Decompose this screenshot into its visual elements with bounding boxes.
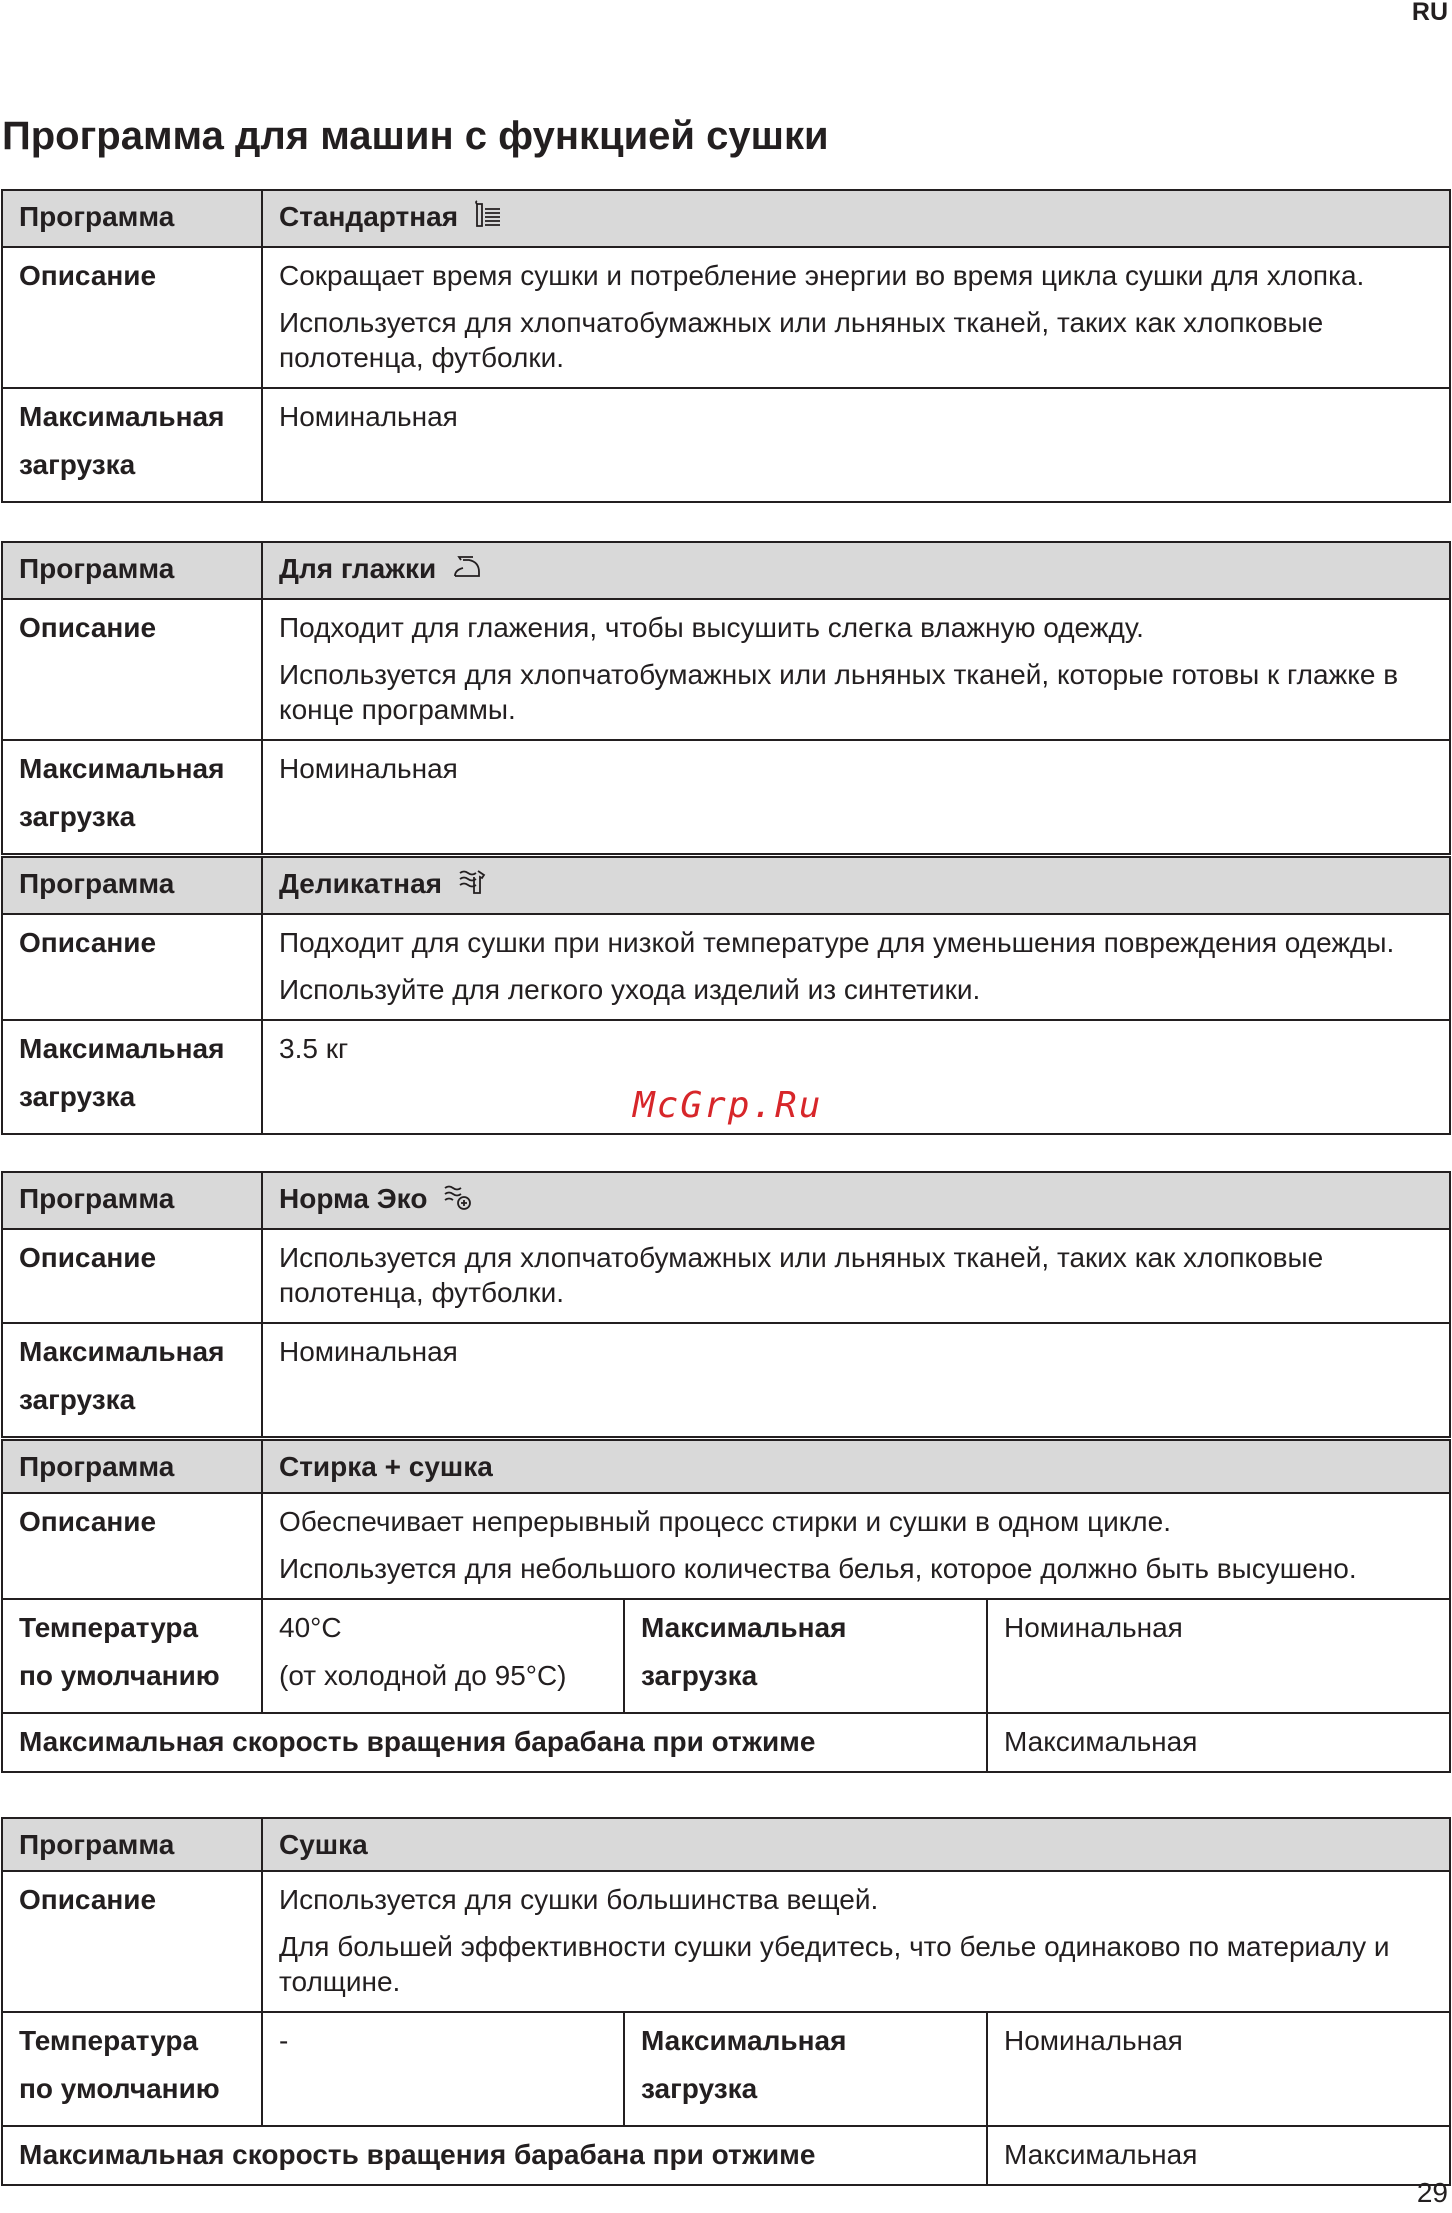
watermark: McGrp.Ru: [633, 1085, 823, 1126]
description-text: Подходит для сушки при низкой температуре для уменьшения повреждения одежды.: [279, 927, 1395, 958]
program-name: Норма Эко: [279, 1183, 428, 1214]
description-cell: [262, 1871, 1450, 2012]
max-spin-label: Максимальная скорость вращения барабана при отжиме: [2, 2126, 987, 2185]
description-label: Описание: [2, 247, 262, 388]
max-load-value: 3.5 кг: [262, 1020, 1450, 1134]
program-name: Сушка: [262, 1818, 1450, 1871]
page-number: 29: [1416, 2177, 1448, 2208]
eco-dry-icon: [443, 1182, 473, 1220]
description-text: Подходит для глажения, чтобы высушить слегка влажную одежду.: [279, 612, 1144, 643]
description-cell: [262, 914, 1450, 1020]
description-text: Для большей эффективности сушки убедитесь, что белье одинаково по материалу и толщине.: [279, 1931, 1390, 1997]
description-cell: [262, 599, 1450, 740]
description-label: Описание: [2, 599, 262, 740]
program-label: Программа: [2, 857, 262, 914]
delicate-dry-icon: [458, 867, 488, 905]
program-label: Программа: [2, 1172, 262, 1229]
max-load-value: Номинальная: [262, 388, 1450, 502]
max-load-value: Номинальная: [987, 2012, 1450, 2126]
max-load-label: Максимальная загрузка: [2, 1323, 262, 1437]
max-load-value: Номинальная: [987, 1599, 1450, 1713]
program-name-cell: [262, 542, 1450, 599]
cupboard-dry-icon: [474, 200, 504, 238]
description-label: Описание: [2, 1229, 262, 1323]
program-name-cell: [262, 857, 1450, 914]
description-cell: [262, 1229, 1450, 1323]
description-text: Сокращает время сушки и потребление энергии во время цикла сушки для хлопка.: [279, 260, 1365, 291]
program-name-cell: [262, 190, 1450, 247]
program-name: Стандартная: [279, 201, 459, 232]
max-load-label: Максимальная загрузка: [2, 388, 262, 502]
program-table-wash-dry: [1, 1439, 1451, 1773]
max-spin-label: Максимальная скорость вращения барабана при отжиме: [2, 1713, 987, 1772]
max-load-value: Номинальная: [262, 740, 1450, 854]
language-code: RU: [1411, 0, 1448, 26]
description-text: Используется для хлопчатобумажных или льняных тканей, которые готовы к глажке в конце программы.: [279, 659, 1399, 725]
description-text: Используется для хлопчатобумажных или льняных тканей, таких как хлопковые полотенца, футболки.: [279, 1242, 1324, 1308]
default-temp-label: Температура по умолчанию: [2, 1599, 262, 1713]
max-load-label: Максимальная загрузка: [624, 1599, 987, 1713]
program-name-cell: [262, 1172, 1450, 1229]
description-cell: [262, 247, 1450, 388]
max-load-label: Максимальная загрузка: [624, 2012, 987, 2126]
program-name: Стирка + сушка: [262, 1440, 1450, 1493]
description-text: Используйте для легкого ухода изделий из синтетики.: [279, 974, 981, 1005]
max-load-label: Максимальная загрузка: [2, 1020, 262, 1134]
description-label: Описание: [2, 914, 262, 1020]
description-label: Описание: [2, 1871, 262, 2012]
default-temp-value: 40°C (от холодной до 95°C): [262, 1599, 624, 1713]
program-table-ironing: [1, 541, 1451, 855]
program-label: Программа: [2, 542, 262, 599]
page-title: Программа для машин с функцией сушки: [2, 114, 829, 158]
default-temp-value: -: [262, 2012, 624, 2126]
program-name: Деликатная: [279, 868, 442, 899]
description-cell: [262, 1493, 1450, 1599]
description-text: Обеспечивает непрерывный процесс стирки и сушки в одном цикле.: [279, 1506, 1171, 1537]
description-text: Используется для небольшого количества белья, которое должно быть высушено.: [279, 1553, 1357, 1584]
max-spin-value: Максимальная: [987, 1713, 1450, 1772]
program-name: Для глажки: [279, 553, 437, 584]
program-table-dry: [1, 1817, 1451, 2186]
program-table-standard: [1, 189, 1451, 503]
program-table-eco: [1, 1171, 1451, 1438]
iron-icon: [452, 552, 482, 590]
description-text: Используется для сушки большинства вещей.: [279, 1884, 879, 1915]
max-load-label: Максимальная загрузка: [2, 740, 262, 854]
program-label: Программа: [2, 190, 262, 247]
description-label: Описание: [2, 1493, 262, 1599]
program-label: Программа: [2, 1818, 262, 1871]
default-temp-label: Температура по умолчанию: [2, 2012, 262, 2126]
description-text: Используется для хлопчатобумажных или льняных тканей, таких как хлопковые полотенца, футболки.: [279, 307, 1324, 373]
max-load-value: Номинальная: [262, 1323, 1450, 1437]
max-spin-value: Максимальная: [987, 2126, 1450, 2185]
program-label: Программа: [2, 1440, 262, 1493]
